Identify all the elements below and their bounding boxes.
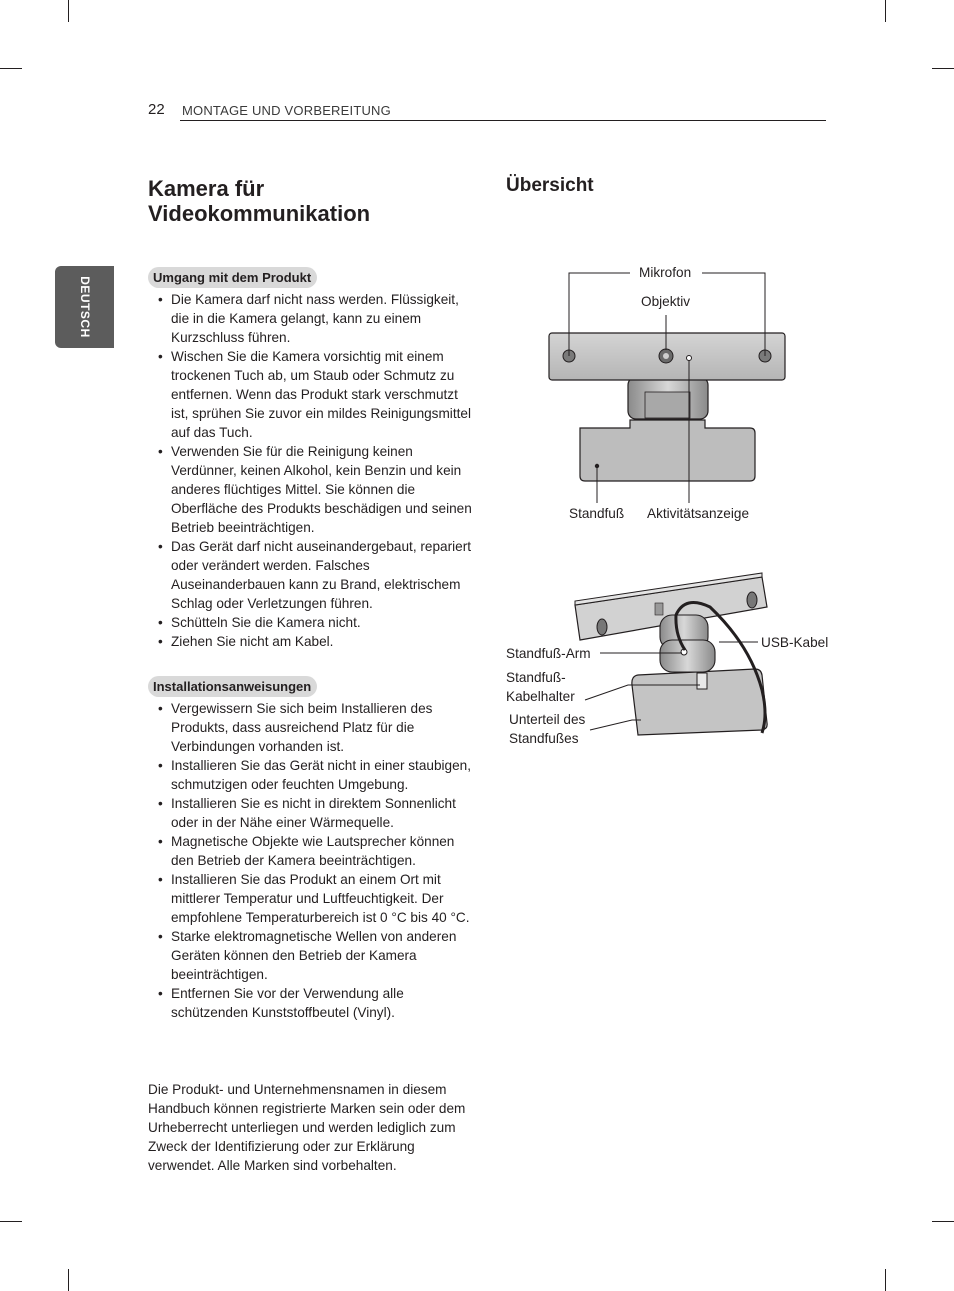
- page-title: Kamera für Videokommunikation: [148, 176, 371, 226]
- handling-heading: Umgang mit dem Produkt: [148, 267, 317, 288]
- list-item: • Das Gerät darf nicht auseinandergebaut, repariert oder verändert werden. Falsches Auseinanderbauen kann zu Brand, elektrischem Schlag oder Verletzungen führen.: [148, 537, 474, 613]
- installation-list: [148, 699, 474, 1022]
- list-item: • Verwenden Sie für die Reinigung keinen Verdünner, keinen Alkohol, kein Benzin und kein anderes flüchtiges Mittel. Sie können die Oberfläche des Produkts beschädigen und seinen Betrieb beeinträchtigen.: [148, 442, 474, 537]
- crop-mark: [68, 0, 69, 22]
- usb-cable-label: USB-Kabel: [761, 635, 829, 650]
- list-item: • Installieren Sie das Produkt an einem Ort mit mittlerer Temperatur und Luftfeuchtigkeit. Der empfohlene Temperaturbereich ist 0 °C bis 40 °C.: [148, 870, 474, 927]
- crop-mark: [885, 0, 886, 22]
- trademark-note: Die Produkt- und Unternehmensnamen in diesem Handbuch können registrierte Marken sein oder dem Urheberrecht unterliegen und werden lediglich zum Zweck der Identifizierung oder zur Erklärung verwendet. Alle Marken sind vorbehalten.: [148, 1082, 466, 1173]
- activity-indicator-icon: [687, 356, 692, 361]
- stand-label: Standfuß: [569, 506, 625, 521]
- vent-right-icon: [747, 592, 757, 608]
- lens-label: Objektiv: [641, 294, 691, 309]
- language-tab: [55, 266, 114, 348]
- cable-holder-label-2: Kabelhalter: [506, 689, 575, 704]
- crop-mark: [68, 1269, 69, 1291]
- stand-base: [580, 420, 755, 481]
- camera-front-view: [549, 265, 785, 521]
- crop-mark: [0, 1221, 22, 1222]
- header-rule: [180, 120, 826, 121]
- microphone-label: Mikrofon: [639, 265, 692, 280]
- crop-mark: [932, 68, 954, 69]
- page-number: 22: [148, 101, 165, 118]
- section-title: MONTAGE UND VORBEREITUNG: [182, 103, 391, 118]
- overview-heading: Übersicht: [506, 175, 594, 196]
- list-item: • Installieren Sie das Gerät nicht in einer staubigen, schmutzigen oder feuchten Umgebung.: [148, 756, 474, 794]
- handling-section: [148, 267, 474, 651]
- list-item: • Wischen Sie die Kamera vorsichtig mit einem trockenen Tuch ab, um Staub oder Schmutz zu entfernen. Wenn das Produkt stark verschmutzt ist, sprühen Sie zuvor ein mildes Reinigungsmittel auf das Tuch.: [148, 347, 474, 442]
- stand-arm-label: Standfuß-Arm: [506, 646, 591, 661]
- stand-base-label-2: Standfußes: [509, 731, 579, 746]
- list-item: • Installieren Sie es nicht in direktem Sonnenlicht oder in der Nähe einer Wärmequelle.: [148, 794, 474, 832]
- camera-back-view: [506, 573, 828, 746]
- list-item: • Magnetische Objekte wie Lautsprecher können den Betrieb der Kamera beeinträchtigen.: [148, 832, 474, 870]
- list-item: • Vergewissern Sie sich beim Installieren des Produkts, dass ausreichend Platz für die Verbindungen vorhanden ist.: [148, 699, 474, 756]
- crop-mark: [932, 1221, 954, 1222]
- list-item: • Entfernen Sie vor der Verwendung alle schützenden Kunststoffbeutel (Vinyl).: [148, 984, 474, 1022]
- stand-arm-lower: [660, 640, 715, 672]
- vent-left-icon: [597, 619, 607, 635]
- crop-mark: [0, 68, 22, 69]
- leader-dot: [595, 464, 599, 468]
- screw: [655, 603, 663, 615]
- cable-holder: [697, 673, 707, 689]
- camera-diagram: [500, 255, 850, 755]
- installation-section: [148, 676, 474, 1022]
- language-tab-label: DEUTSCH: [77, 276, 92, 338]
- hinge-inner: [645, 392, 690, 418]
- list-item: • Ziehen Sie nicht am Kabel.: [148, 632, 474, 651]
- crop-mark: [885, 1269, 886, 1291]
- leader-line: [590, 720, 641, 730]
- lens-center: [663, 353, 669, 359]
- activity-label: Aktivitätsanzeige: [647, 506, 750, 521]
- list-item: • Schütteln Sie die Kamera nicht.: [148, 613, 474, 632]
- installation-heading: Installationsanweisungen: [148, 676, 317, 697]
- list-item: • Starke elektromagnetische Wellen von anderen Geräten können den Betrieb der Kamera beeinträchtigen.: [148, 927, 474, 984]
- cable-holder-label-1: Standfuß-: [506, 670, 566, 685]
- list-item: • Die Kamera darf nicht nass werden. Flüssigkeit, die in die Kamera gelangt, kann zu einem Kurzschluss führen.: [148, 290, 474, 347]
- handling-list: [148, 290, 474, 651]
- stand-base-label-1: Unterteil des: [509, 712, 586, 727]
